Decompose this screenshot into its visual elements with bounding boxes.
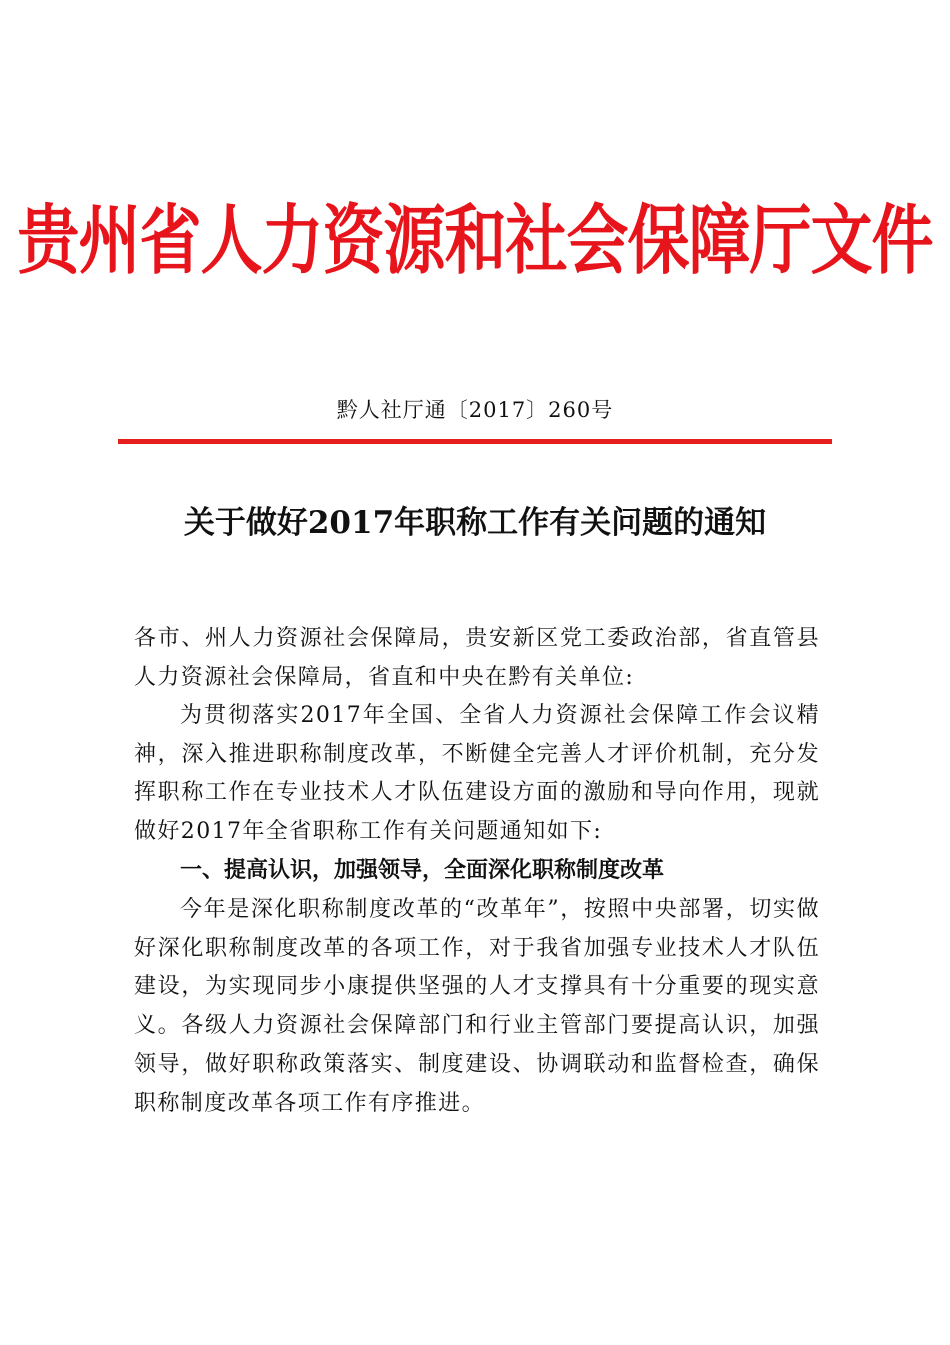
section-1-paragraph: 今年是深化职称制度改革的“改革年”，按照中央部署，切实做好深化职称制度改革的各项工作，对于我省加强专业技术人才队伍建设，为实现同步小康提供坚强的人才支撑具有十分重要的现实意义。各级人力资源社会保障部门和行业主管部门要提高认识，加强领导，做好职称政策落实、制度建设、协调联动和监督检查，确保职称制度改革各项工作有序推进。 [134,897,820,1116]
issuer-header-title: 贵州省人力资源和社会保障厅文件 [17,195,933,285]
intro-paragraph: 为贯彻落实2017年全国、全省人力资源社会保障工作会议精神，深入推进职称制度改革，不断健全完善人才评价机制，充分发挥职称工作在专业技术人才队伍建设方面的激励和导向作用，现就做好2017年全省职称工作有关问题通知如下: [134,703,820,845]
notice-title: 关于做好2017年职称工作有关问题的通知 [183,505,767,541]
addressee-paragraph: 各市、州人力资源社会保障局，贵安新区党工委政治部，省直管县人力资源社会保障局，省直和中央在黔有关单位: [134,626,820,690]
red-separator-line [118,439,832,444]
document-number: 黔人社厅通〔2017〕260号 [336,398,614,422]
section-1-heading: 一、提高认识，加强领导，全面深化职称制度改革 [180,858,665,883]
